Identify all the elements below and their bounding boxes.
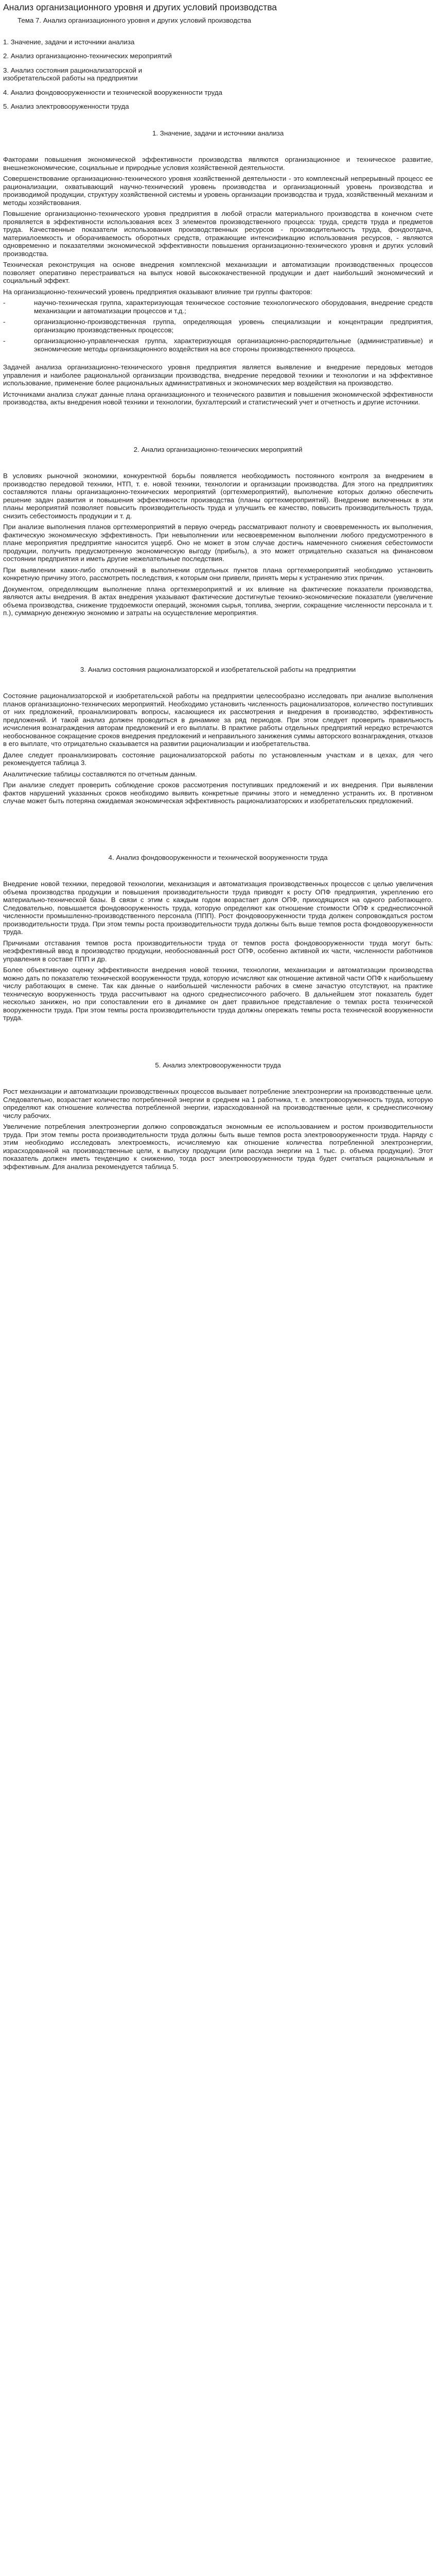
paragraph: Повышение организационно-технического уровня предприятия в любой отрасли материального производства в конечном счете проявляется в эффективности использования всех 3 элементов производственного процесса: труда, средств труда и предметов труда. Качественные показатели использования производственных ресурсов - производительность труда, фондоотдача, материалоемкость и оборачиваемость оборотных средств, отражающие интенсификацию использования ресурсов, - являются одновременно и показателями экономической эффективности повышения организационно-технического уровня и других условий производства. bbox=[3, 210, 433, 258]
section-2 bbox=[3, 446, 433, 617]
section-heading: 1. Значение, задачи и источники анализа bbox=[152, 129, 284, 137]
section-5 bbox=[3, 1061, 433, 1171]
toc-item: 4. Анализ фондовооруженности и технической вооруженности труда bbox=[3, 88, 222, 96]
list-item-text: научно-техническая группа, характеризующая техническое состояние технологического оборудования, внедрение средств механизации и автоматизации процессов и т.д.; bbox=[34, 299, 433, 315]
paragraph: При анализе следует проверить соблюдение сроков рассмотрения поступивших предложений и их внедрения. При выявлении фактов нарушений указанных сроков необходимо выявить конкретные причины этого и немедленно устранить их. В противном случае может быть потеряна ожидаемая экономическая эффективность рационализаторских и изобретательских предложений. bbox=[3, 781, 433, 805]
list-dash: - bbox=[3, 318, 6, 326]
paragraph: Совершенствование организационно-технического уровня хозяйственной деятельности - это комплексный непрерывный процесс ее рационализации, охватывающий научно-технический уровень производства и организационный уровень производства и производимой продукции, структуру хозяйственной системы и уровень организации производства и труда, хозяйственный механизм и методы хозяйствования. bbox=[3, 175, 433, 207]
list-dash: - bbox=[3, 299, 6, 307]
table-of-contents bbox=[3, 38, 433, 111]
paragraph: На организационно-технический уровень предприятия оказывают влияние три группы факторов: bbox=[3, 287, 312, 296]
list-dash: - bbox=[3, 337, 6, 345]
section-1 bbox=[3, 129, 433, 406]
section-4 bbox=[3, 854, 433, 1022]
paragraph: Внедрение новой техники, передовой технологии, механизация и автоматизация производственных процессов с целью увеличения объема производства продукции и повышения производительности труда приводят к росту ОПФ предприятия, укреплению его материально-технической базы. В связи с этим с каждым годом возрастает доля ОПФ, приходящихся на одного работающего. Следовательно, повышается фондовооруженность труда, которую определяют как отношение стоимости ОПФ к среднесписочной численности промышленно-производственного персонала (ППП). Рост фондовооруженности труда должен сопровождаться ростом производительности труда. При этом темпы роста производительности труда должны быть выше темпов роста фондовооруженности труда. bbox=[3, 880, 433, 936]
paragraph: Рост механизации и автоматизации производственных процессов вызывает потребление электроэнергии на производственные цели. Следовательно, возрастает количество потребленной энергии в среднем на 1 работника, т. е. электровооруженность труда, которую определяют как отношение количества потребленной энергии, израсходованной на производственные цели, к среднесписочному числу рабочих. bbox=[3, 1088, 433, 1120]
toc-item: 2. Анализ организационно-технических мероприятий bbox=[3, 52, 172, 60]
paragraph: В условиях рыночной экономики, конкурентной борьбы появляется необходимость постоянного контроля за внедрением в производство передовой техники, НТП, т. е. новой техники, технологии и организации производства. Для этого на предприятиях составляются планы организационно-технических мероприятий (оргтехмероприятий), выполнение которых должно обеспечить решение задач развития и повышения эффективности производства (планы оргтехмероприятий). Внедрение включенных в эти планы мероприятий позволяет повысить производительность труда и улучшить ее качество, повысить производительность труда, снизить себестоимость продукции и т. д. bbox=[3, 472, 433, 520]
paragraph: Техническая реконструкция на основе внедрения комплексной механизации и автоматизации производственных процессов позволяет оперативно перестраиваться на выпуск новой высококачественной продукции и дает наибольший экономический и социальный эффект. bbox=[3, 261, 433, 284]
page-title: Анализ организационного уровня и других условий производства bbox=[3, 2, 277, 12]
paragraph: При анализе выполнения планов оргтехмероприятий в первую очередь рассматривают полноту и своевременность их выполнения, фактическую экономическую эффективность. При невыполнении или несвоевременном выполнении любого предусмотренного в плане мероприятия предприятие наносится ущерб. Оно не может в этом случае достичь намеченного снижения себестоимости продукции, получить предусмотренную экономическую выгоду (прибыль), а это может отрицательно сказаться на финансовом состоянии предприятия и иметь другие нежелательные последствия. bbox=[3, 523, 433, 563]
paragraph: Увеличение потребления электроэнергии должно сопровождаться экономным ее использованием и ростом производительности труда. При этом темпы роста производительности труда должны быть выше темпов роста электровооруженности труда. Наряду с этим необходимо исследовать электроемкость, исчисляемую как отношение количества потребленной электроэнергии, израсходованной на производственные цели, к выпуску продукции (или расхода энергии на 1 тыс. р. объема продукции). Этот показатель должен иметь тенденцию к снижению, тогда рост электровооруженности труда будет считаться рациональным и эффективным. Для анализа рекомендуется таблица 5. bbox=[3, 1123, 433, 1171]
list-item bbox=[3, 337, 433, 353]
list-item-text: организационно-управленческая группа, характеризующая организационно-распорядительные (административные) и экономические методы организационного воздействия на все стороны производственного процесса. bbox=[34, 337, 433, 353]
paragraph: Причинами отставания темпов роста производительности труда от темпов роста фондовооруженности труда могут быть: неэффективный ввод в производство продукции, необоснованный рост ОПФ, особенно активной их части, численности работников управления в составе ППП и др. bbox=[3, 939, 433, 963]
paragraph: Состояние рационализаторской и изобретательской работы на предприятии целесообразно исследовать при анализе выполнения планов организационно-технических мероприятий. Необходимо установить численность рационализаторов, количество поступивших от них предложений, проанализировать вопросы, касающиеся их рассмотрения и внедрения в производство, эффективность предложений. И такой анализ должен проводиться в динамике за ряд периодов. При этом следует проверить правильность исчисления вознаграждения авторам предложений и его выплаты. В практике работы отдельных предприятий нередко встречаются необоснованное сокращение сроков внедрения предложений и неправильного занижения суммы авторского вознаграждения, отказов в его выплате, что отрицательно сказывается на развитии рационализации и изобретательства. bbox=[3, 692, 433, 748]
list-item bbox=[3, 318, 433, 334]
paragraph: Источниками анализа служат данные плана организационного и технического развития и повышения экономической эффективности производства, акты внедрения новой техники и технологии, бухгалтерский и статистический учет и отчетность и другие источники. bbox=[3, 390, 433, 406]
paragraph: Далее следует проанализировать состояние рационализаторской работы по установленным участкам и в цехах, для чего рекомендуется таблица 3. bbox=[3, 751, 433, 767]
list-item bbox=[3, 299, 433, 315]
section-heading: 2. Анализ организационно-технических мероприятий bbox=[133, 445, 303, 453]
list-item-text: организационно-производственная группа, определяющая уровень специализации и концентрации предприятия, организацию производственных процессов; bbox=[34, 318, 433, 334]
paragraph: Более объективную оценку эффективности внедрения новой техники, технологии, механизации и автоматизации производства можно дать по показателю технической вооруженности труда, которую исчисляют как отношение активной части ОПФ к наибольшему числу работающих в смене. Так как данные о наибольшей численности рабочих в смене зачастую отсутствуют, на практике техническую вооруженность труда рассчитывают на одного среднесписочного рабочего. В дальнейшем этот показатель будет несколько занижен, но при сопоставлении его в динамике он дает правильное представление о темпах роста технической вооруженности труда. При этом темпы роста производительности труда должны опережать темпы роста технической вооруженности труда. bbox=[3, 966, 433, 1022]
paragraph: Задачей анализа организационно-технического уровня предприятия является выявление и внедрение передовых методов управления и наиболее рациональной организации производства, внедрение передовой техники и технологии и на эффективное использование, применение более рациональных административных и экономических мер воздействия на производство. bbox=[3, 363, 433, 387]
paragraph: Факторами повышения экономической эффективности производства являются организационное и техническое развитие, внешнеэкономические, социальные и природные условия хозяйственной деятельности. bbox=[3, 156, 433, 172]
toc-item: 3. Анализ состояния рационализаторской и изобретательской работы на предприятии bbox=[3, 66, 143, 82]
section-heading: 5. Анализ электровооруженности труда bbox=[155, 1061, 281, 1069]
paragraph: Документом, определяющим выполнение плана оргтехмероприятий и их влияние на фактические показатели производства, являются акты внедрения. В актах внедрения указывают фактические достигнутые технико-экономические показатели (увеличение объема производства, снижение трудоемкости операций, экономия сырья, топлива, энергии, сокращение численности персонала и т. п.), суммарную денежную экономию и затраты на осуществление мероприятия. bbox=[3, 585, 433, 617]
toc-item: 5. Анализ электровооруженности труда bbox=[3, 103, 129, 110]
paragraph: При выявлении каких-либо отклонений в выполнении отдельных пунктов плана оргтехмероприятий необходимо установить конкретную причину этого, рассмотреть последствия, к которым они привели, принять меры к устранению этих причин. bbox=[3, 566, 433, 582]
section-heading: 4. Анализ фондовооруженности и технической вооруженности труда bbox=[108, 853, 328, 861]
document-page bbox=[0, 0, 436, 1194]
section-heading: 3. Анализ состояния рационализаторской и изобретательской работы на предприятии bbox=[80, 665, 356, 673]
toc-item: 1. Значение, задачи и источники анализа bbox=[3, 38, 135, 46]
paragraph: Аналитические таблицы составляются по отчетным данным. bbox=[3, 770, 197, 778]
topic-subtitle: Тема 7. Анализ организационного уровня и других условий производства bbox=[18, 16, 251, 24]
section-3 bbox=[3, 666, 433, 805]
